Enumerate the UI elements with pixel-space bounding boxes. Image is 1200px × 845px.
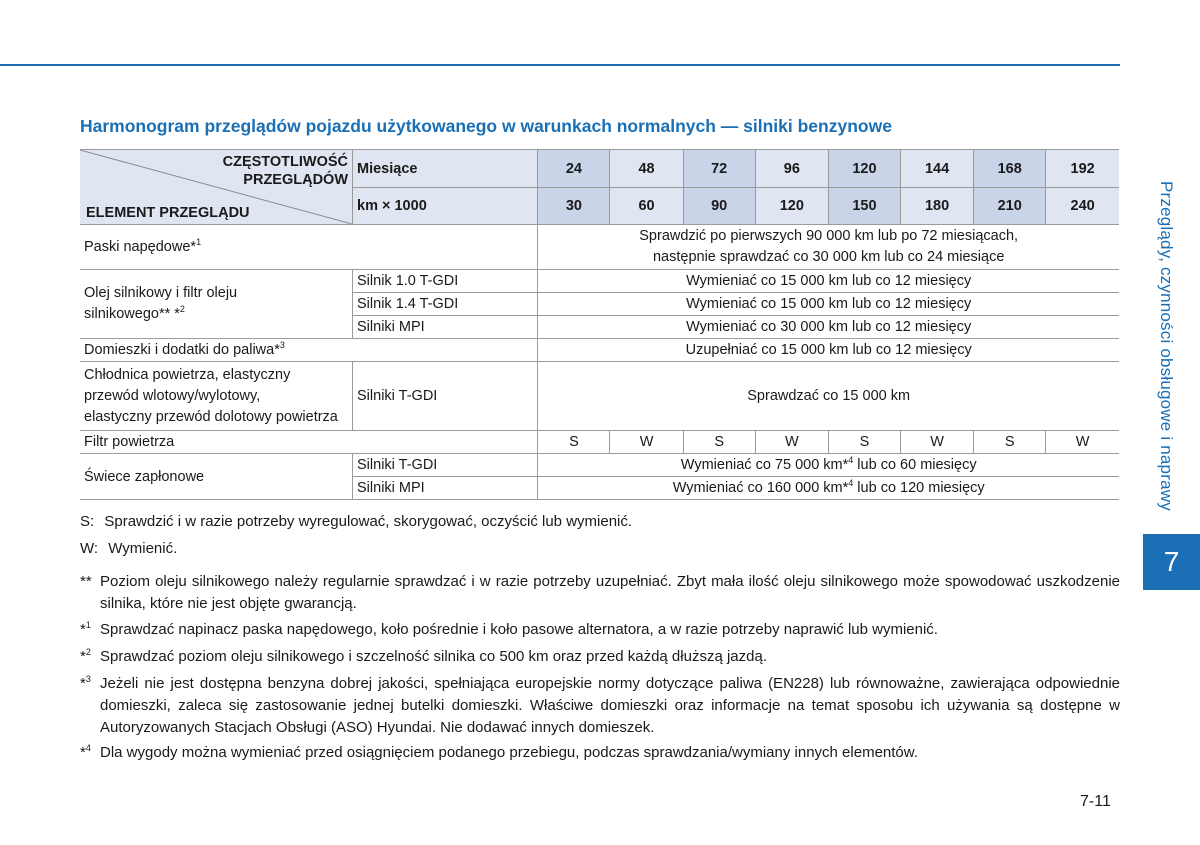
km-90: 90	[683, 188, 755, 225]
air-filter-value: W	[755, 431, 828, 454]
header-corner-cell	[80, 150, 353, 225]
table-row-air-filter	[80, 431, 1119, 454]
oil-engine-1: Silnik 1.0 T-GDI	[353, 270, 538, 293]
oil-engine-3: Silniki MPI	[353, 316, 538, 339]
km-150: 150	[828, 188, 900, 225]
maintenance-schedule-table	[80, 149, 1119, 500]
months-72: 72	[683, 150, 755, 188]
km-30: 30	[538, 188, 610, 225]
legend-s-key: S:	[80, 513, 95, 530]
footnote-text: Sprawdzać poziom oleju silnikowego i szczelność silnika co 500 km oraz przed każdą dłuższą jazdą.	[100, 648, 767, 665]
oil-interval-1: Wymieniać co 15 000 km lub co 12 miesięcy	[538, 270, 1119, 293]
air-filter-value: W	[1046, 431, 1119, 454]
intercooler-label: Chłodnica powietrza, elastyczny przewód wlotowy/wylotowy, elastyczny przewód dolotowy powietrza	[80, 362, 353, 431]
km-120: 120	[755, 188, 828, 225]
footnote-mark: *$^2$	[80, 647, 91, 665]
footnote-mark: *$^1$	[80, 620, 91, 638]
frequency-header: CZĘSTOTLIWOŚĆ PRZEGLĄDÓW	[222, 154, 349, 188]
months-96: 96	[755, 150, 828, 188]
oil-interval-3: Wymieniać co 30 000 km lub co 12 miesięcy	[538, 316, 1119, 339]
footnote-4	[80, 742, 1120, 764]
km-240: 240	[1046, 188, 1119, 225]
spark-plugs-label: Świece zapłonowe	[80, 454, 353, 500]
footnote-text: Sprawdzać napinacz paska napędowego, koło pośrednie i koło pasowe alternatora, a w razie potrzeby naprawić lub wymienić.	[100, 621, 938, 638]
belt-interval: Sprawdzić po pierwszych 90 000 km lub po 72 miesiącach, następnie sprawdzać co 30 000 km lub co 24 miesiące	[538, 225, 1119, 270]
footnote-2	[80, 646, 1120, 668]
footnote-1	[80, 619, 1120, 641]
footnote-text: Jeżeli nie jest dostępna benzyna dobrej jakości, spełniająca europejskie normy dotyczące paliwa (EN228) lub równoważne, zawierająca odpowiednie domieszki, zaleca się zastosowanie jednej butelki domieszki. Właściwe domieszki oraz informacje na temat sposobu ich używania są dostępne w Autoryzowanych Stacjach Obsługi (ASO) Hyundai. Nie dodawać innych domieszek.	[100, 675, 1120, 736]
air-filter-value: S	[683, 431, 755, 454]
additives-label: Domieszki i dodatki do paliwa*$^3$	[80, 339, 538, 362]
oil-interval-2: Wymieniać co 15 000 km lub co 12 miesięcy	[538, 293, 1119, 316]
chapter-number: 7	[1163, 546, 1180, 577]
legend-w-key: W:	[80, 540, 99, 557]
months-144: 144	[901, 150, 974, 188]
intercooler-engine: Silniki T-GDI	[353, 362, 538, 431]
km-210: 210	[974, 188, 1046, 225]
air-filter-value: S	[974, 431, 1046, 454]
air-filter-label: Filtr powietrza	[80, 431, 538, 454]
legend-w-text: Wymienić.	[108, 540, 178, 557]
section-title: Harmonogram przeglądów pojazdu użytkowanego w warunkach normalnych — silniki benzynowe	[80, 116, 892, 136]
additives-interval: Uzupełniać co 15 000 km lub co 12 miesięcy	[538, 339, 1119, 362]
page-number: 7-11	[1080, 793, 1111, 810]
element-header: ELEMENT PRZEGLĄDU	[86, 205, 250, 221]
air-filter-value: W	[610, 431, 683, 454]
belt-label: Paski napędowe*$^1$	[80, 225, 538, 270]
footnote-3	[80, 673, 1120, 739]
oil-label: Olej silnikowy i filtr oleju silnikowego** *$^2$	[80, 270, 353, 339]
legend-s	[80, 513, 632, 530]
spark-engine-1: Silniki T-GDI	[353, 454, 538, 477]
months-168: 168	[974, 150, 1046, 188]
air-filter-value: W	[901, 431, 974, 454]
table-row-spark-plugs	[80, 454, 1119, 477]
legend-s-text: Sprawdzić i w razie potrzeby wyregulować, skorygować, oczyścić lub wymienić.	[104, 513, 633, 530]
months-192: 192	[1046, 150, 1119, 188]
spark-engine-2: Silniki MPI	[353, 477, 538, 500]
top-rule	[0, 64, 1120, 66]
chapter-number-tab	[1143, 534, 1200, 590]
km-60: 60	[610, 188, 683, 225]
footnote-mark: *$^3$	[80, 674, 91, 692]
table-row-oil	[80, 270, 1119, 293]
km-header: km × 1000	[353, 188, 538, 225]
legend-w	[80, 540, 177, 557]
footnote-oil	[80, 571, 1120, 615]
months-header: Miesiące	[353, 150, 538, 188]
table-row-additives	[80, 339, 1119, 362]
spark-interval-2: Wymieniać co 160 000 km*$^4$ lub co 120 miesięcy	[538, 477, 1119, 500]
chapter-side-label: Przeglądy, czynności obsługowe i naprawy	[1157, 181, 1176, 511]
table-row-intercooler	[80, 362, 1119, 431]
km-180: 180	[901, 188, 974, 225]
table-row-belt	[80, 225, 1119, 270]
air-filter-value: S	[828, 431, 900, 454]
spark-interval-1: Wymieniać co 75 000 km*$^4$ lub co 60 miesięcy	[538, 454, 1119, 477]
oil-engine-2: Silnik 1.4 T-GDI	[353, 293, 538, 316]
months-24: 24	[538, 150, 610, 188]
months-48: 48	[610, 150, 683, 188]
air-filter-value: S	[538, 431, 610, 454]
footnote-mark: **	[80, 573, 92, 590]
footnote-mark: *$^4$	[80, 743, 91, 761]
months-120: 120	[828, 150, 900, 188]
intercooler-interval: Sprawdzać co 15 000 km	[538, 362, 1119, 431]
footnote-text: Poziom oleju silnikowego należy regularnie sprawdzać i w razie potrzeby uzupełniać. Zbyt mała ilość oleju silnikowego może spowodować uszkodzenie silnika, które nie jest objęte gwarancją.	[100, 573, 1120, 612]
footnote-text: Dla wygody można wymieniać przed osiągnięciem podanego przebiegu, podczas sprawdzania/wymiany innych elementów.	[100, 744, 918, 761]
